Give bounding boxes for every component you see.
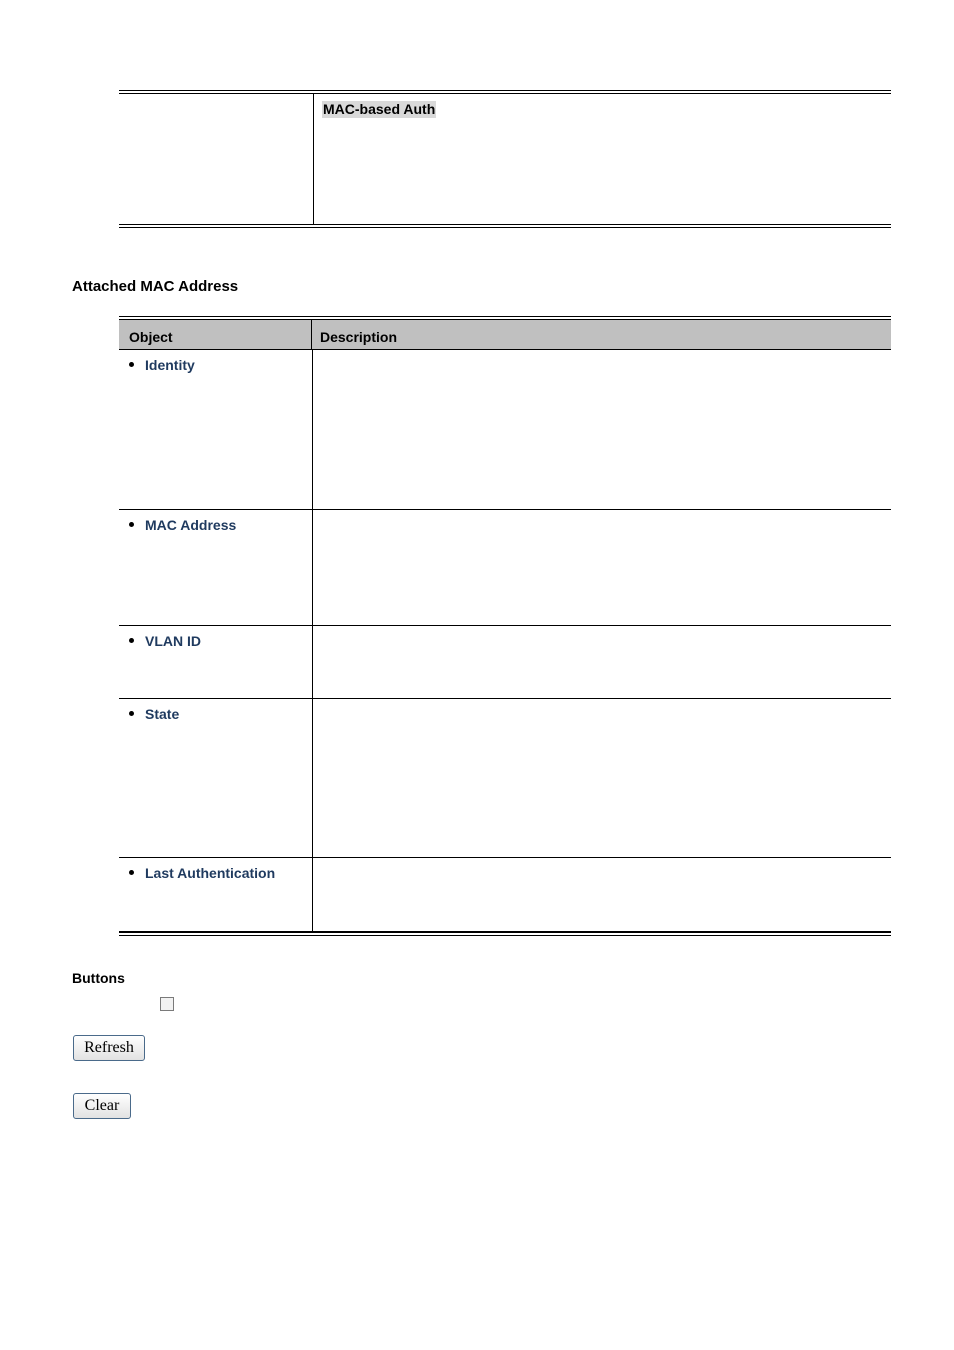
table-top-rule (119, 90, 891, 94)
header-object: Object (119, 320, 312, 349)
table-row-last-authentication (119, 858, 891, 932)
bullet-icon (129, 522, 134, 527)
refresh-button[interactable]: Refresh (73, 1035, 145, 1061)
mac-based-auth-label: MAC-based Auth (323, 101, 436, 117)
table-header (119, 320, 891, 350)
description-cell (313, 626, 891, 698)
description-cell (313, 350, 891, 509)
object-last-authentication: Last Authentication (145, 865, 276, 881)
table-row-identity (119, 350, 891, 510)
table-row-state (119, 699, 891, 858)
column-divider (313, 94, 314, 224)
section-title-attached-mac: Attached MAC Address (72, 278, 239, 295)
table-bottom-rule (119, 932, 891, 936)
table-row-vlan-id (119, 626, 891, 699)
header-description: Description (320, 329, 398, 345)
attached-mac-table (119, 316, 891, 936)
auto-refresh-checkbox[interactable] (160, 997, 174, 1011)
bullet-icon (129, 362, 134, 367)
object-identity: Identity (145, 357, 195, 373)
section-title-buttons: Buttons (72, 970, 125, 986)
description-cell (313, 510, 891, 625)
bullet-icon (129, 870, 134, 875)
description-cell (313, 858, 891, 931)
bullet-icon (129, 638, 134, 643)
clear-button[interactable]: Clear (73, 1093, 131, 1119)
table-row-mac-address (119, 510, 891, 626)
top-parameter-table (119, 90, 891, 228)
table-bottom-rule (119, 224, 891, 228)
object-state: State (145, 706, 180, 722)
object-vlan-id: VLAN ID (145, 633, 201, 649)
description-cell (313, 699, 891, 857)
object-mac-address: MAC Address (145, 517, 237, 533)
bullet-icon (129, 711, 134, 716)
